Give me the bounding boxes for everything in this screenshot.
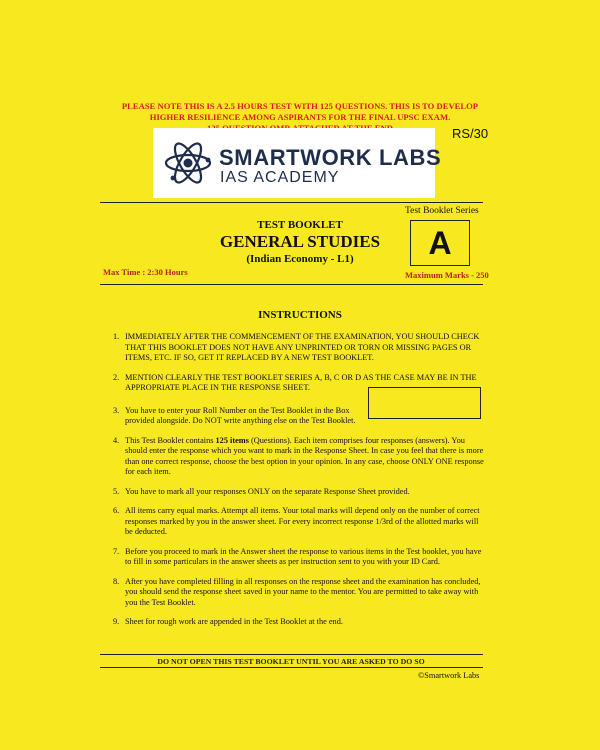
instruction-number: 3. bbox=[113, 405, 120, 415]
subject-subtitle: (Indian Economy - L1) bbox=[246, 253, 354, 265]
instruction-item bbox=[113, 617, 485, 628]
do-not-open-warning: DO NOT OPEN THIS TEST BOOKLET UNTIL YOU ARE ASKED TO DO SO bbox=[157, 657, 425, 666]
footer-rule-top bbox=[100, 654, 483, 655]
notice-line-1: PLEASE NOTE THIS IS A 2.5 HOURS TEST WITH 125 QUESTIONS. THIS IS TO DEVELOP bbox=[121, 101, 479, 111]
instruction-number: 6. bbox=[113, 506, 120, 515]
instruction-number: 7. bbox=[113, 546, 120, 556]
atom-icon bbox=[163, 138, 213, 188]
header-rule-bottom bbox=[100, 284, 483, 285]
instruction-text: Sheet for rough work are appended in the Test Booklet at the end. bbox=[125, 617, 343, 626]
instruction-item bbox=[113, 332, 485, 364]
instruction-text-part: (Questions). Each item comprises four responses (answers). You should enter the response which you want to mark in the Response Sheet. In case you feel that there is more than one correct response, choose the best option in your opinion. In any case, choose ONLY ONE response for each item. bbox=[125, 435, 484, 476]
instruction-text: After you have completed filling in all responses on the response sheet and the examination has concluded, you should send the response sheet saved in your name to the mentor. You are permitted to take away with you the Test Booklet. bbox=[125, 576, 481, 607]
instruction-text: Before you proceed to mark in the Answer sheet the response to various items in the Test booklet, you have to fill in some particulars in the answer sheets as per instruction sent to you with your ID Card. bbox=[125, 546, 482, 566]
instruction-item bbox=[113, 436, 485, 478]
instruction-item bbox=[113, 487, 485, 498]
brand-subtitle: IAS ACADEMY bbox=[220, 169, 340, 186]
instruction-text: You have to enter your Roll Number on the Test Booklet in the Box provided alongside. Do NOT write anything else on the Test Booklet. bbox=[125, 405, 356, 425]
header-rule-top bbox=[100, 202, 483, 203]
instruction-text bbox=[125, 436, 484, 477]
max-time: Max Time : 2:30 Hours bbox=[103, 267, 188, 277]
instruction-text: All items carry equal marks. Attempt all items. Your total marks will depend only on the number of correct responses marked by you in the answer sheet. For every incorrect response 1/3rd of the allotted marks will be deducted. bbox=[125, 506, 480, 536]
instruction-text: MENTION CLEARLY THE TEST BOOKLET SERIES A, B, C OR D AS THE CASE MAY BE IN THE APPROPRIATE PLACE IN THE RESPONSE SHEET. bbox=[125, 372, 477, 392]
roll-number-box[interactable] bbox=[368, 387, 481, 419]
subject-title: GENERAL STUDIES bbox=[219, 232, 381, 251]
test-booklet-series-box: A bbox=[410, 220, 470, 266]
instruction-item bbox=[113, 577, 485, 609]
test-booklet-series-label: Test Booklet Series bbox=[405, 206, 479, 216]
instruction-number: 1. bbox=[113, 332, 120, 341]
notice-line-2: HIGHER RESILIENCE AMONG ASPIRANTS FOR THE FINAL UPSC EXAM. bbox=[149, 112, 451, 122]
instruction-number: 9. bbox=[113, 617, 120, 626]
instruction-number: 8. bbox=[113, 576, 120, 586]
academy-logo bbox=[153, 128, 442, 198]
instructions-list bbox=[113, 332, 485, 637]
instruction-text-part: This Test Booklet contains bbox=[125, 435, 216, 445]
copyright: ©Smartwork Labs bbox=[418, 671, 480, 680]
instruction-number: 5. bbox=[113, 486, 120, 496]
max-marks: Maximum Marks - 250 bbox=[405, 270, 489, 280]
brand-name: SMARTWORK LABS bbox=[219, 145, 442, 170]
booklet-title: TEST BOOKLET bbox=[257, 219, 343, 231]
instructions-heading: INSTRUCTIONS bbox=[258, 309, 342, 321]
instruction-text: You have to mark all your responses ONLY on the separate Response Sheet provided. bbox=[125, 486, 410, 496]
instruction-item bbox=[113, 506, 485, 538]
booklet-code: RS/30 bbox=[452, 126, 489, 141]
item-count: 125 items bbox=[215, 435, 249, 445]
instruction-number: 4. bbox=[113, 435, 120, 445]
instruction-item bbox=[113, 547, 485, 568]
instruction-number: 2. bbox=[113, 372, 120, 382]
footer-rule-bottom bbox=[100, 667, 483, 668]
instruction-text: IMMEDIATELY AFTER THE COMMENCEMENT OF THE EXAMINATION, YOU SHOULD CHECK THAT THIS BOOKLET DOES NOT HAVE ANY UNPRINTED OR TORN OR MISSING PAGES OR ITEMS, ETC. IF SO, GET IT REPLACED BY A NEW TEST BOOKLET. bbox=[125, 332, 480, 362]
